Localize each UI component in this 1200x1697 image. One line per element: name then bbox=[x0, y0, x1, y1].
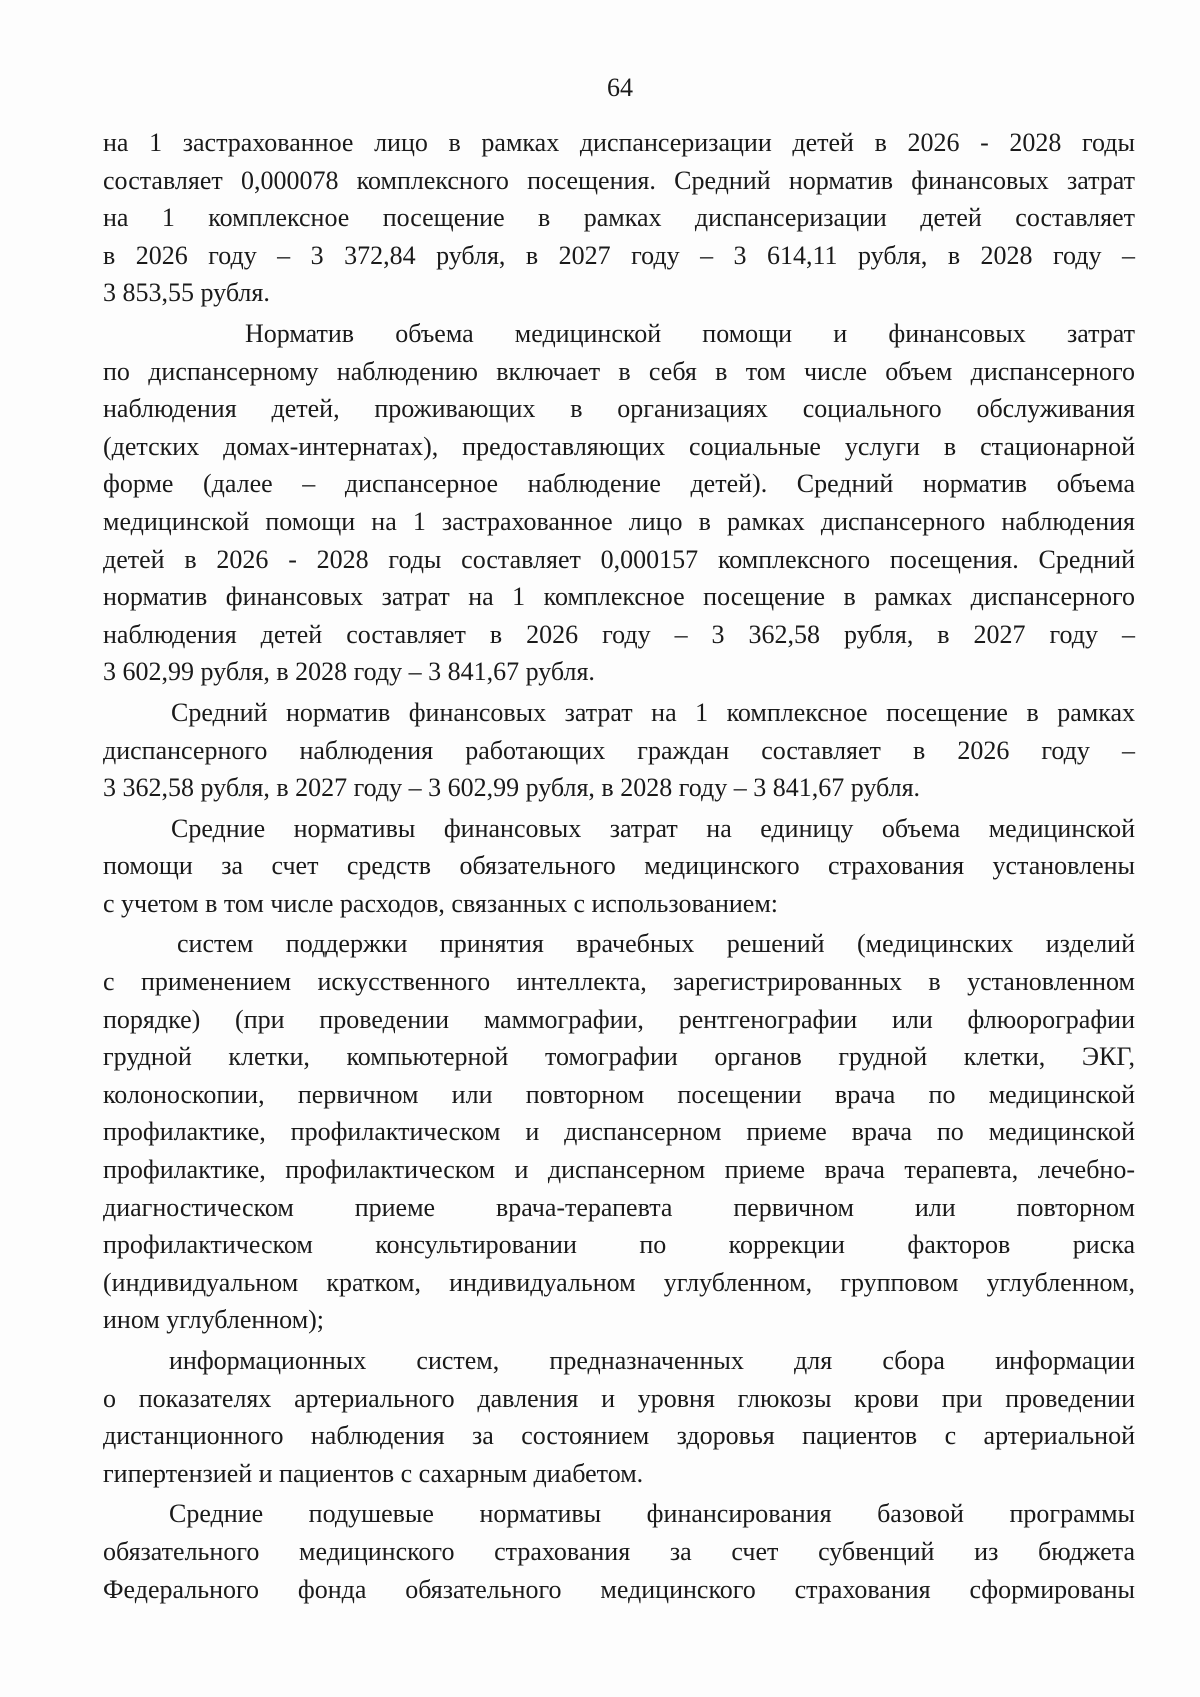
paragraph-2 bbox=[103, 315, 1135, 691]
paragraph-5 bbox=[103, 925, 1135, 1339]
text-line: порядке) (при проведении маммографии, рентгенографии или флюорографии bbox=[103, 1004, 1135, 1034]
text-line: составляет 0,000078 комплексного посещения. Средний норматив финансовых затрат bbox=[103, 165, 1135, 195]
page-number: 64 bbox=[607, 73, 633, 102]
text-line: профилактике, профилактическом и диспансерном приеме врача по медицинской bbox=[103, 1117, 1135, 1147]
text-line: на 1 комплексное посещение в рамках диспансеризации детей составляет bbox=[103, 203, 1135, 233]
text-line: форме (далее – диспансерное наблюдение детей). Средний норматив объема bbox=[103, 469, 1135, 499]
text-line-last: с учетом в том числе расходов, связанных с использованием: bbox=[103, 888, 779, 918]
text-line: о показателях артериального давления и уровня глюкозы крови при проведении bbox=[103, 1383, 1135, 1413]
paragraph-6 bbox=[103, 1342, 1135, 1492]
text-line-last: 3 602,99 рубля, в 2028 году – 3 841,67 рубля. bbox=[103, 657, 595, 687]
text-line-last: 3 853,55 рубля. bbox=[103, 278, 270, 308]
text-line: медицинской помощи на 1 застрахованное лицо в рамках диспансерного наблюдения bbox=[103, 506, 1135, 536]
text-line: дистанционного наблюдения за состоянием здоровья пациентов с артериальной bbox=[103, 1421, 1135, 1451]
paragraph-3 bbox=[103, 694, 1135, 807]
text-line: помощи за счет средств обязательного медицинского страхования установлены bbox=[103, 851, 1135, 881]
body-text bbox=[103, 124, 1135, 1608]
text-line: с применением искусственного интеллекта, зарегистрированных в установленном bbox=[103, 967, 1135, 997]
text-line: информационных систем, предназначенных для сбора информации bbox=[169, 1346, 1135, 1375]
text-line: Средние нормативы финансовых затрат на единицу объема медицинской bbox=[171, 813, 1135, 843]
text-line: детей в 2026 - 2028 годы составляет 0,000157 комплексного посещения. Средний bbox=[103, 544, 1135, 574]
text-line: норматив финансовых затрат на 1 комплексное посещение в рамках диспансерного bbox=[103, 582, 1135, 612]
paragraph-7 bbox=[103, 1495, 1135, 1608]
text-line: обязательного медицинского страхования за счет субвенций из бюджета bbox=[103, 1536, 1135, 1566]
text-line: Норматив объема медицинской помощи и финансовых затрат bbox=[245, 318, 1135, 348]
text-line: систем поддержки принятия врачебных решений (медицинских изделий bbox=[177, 929, 1135, 959]
text-line: профилактическом консультировании по коррекции факторов риска bbox=[103, 1230, 1135, 1260]
text-line: наблюдения детей составляет в 2026 году – 3 362,58 рубля, в 2027 году – bbox=[103, 619, 1135, 649]
text-line: Средний норматив финансовых затрат на 1 комплексное посещение в рамках bbox=[171, 697, 1135, 727]
text-line: в 2026 году – 3 372,84 рубля, в 2027 году – 3 614,11 рубля, в 2028 году – bbox=[103, 240, 1135, 270]
text-line: Средние подушевые нормативы финансирования базовой программы bbox=[169, 1499, 1135, 1529]
paragraph-4 bbox=[103, 810, 1135, 923]
text-line: по диспансерному наблюдению включает в себя в том числе объем диспансерного bbox=[103, 356, 1135, 386]
text-line-last: ином углубленном); bbox=[103, 1305, 325, 1335]
text-line: диспансерного наблюдения работающих граждан составляет в 2026 году – bbox=[103, 735, 1135, 765]
text-line: (детских домах-интернатах), предоставляющих социальные услуги в стационарной bbox=[103, 431, 1135, 461]
text-line: грудной клетки, компьютерной томографии органов грудной клетки, ЭКГ, bbox=[103, 1042, 1135, 1072]
text-line: (индивидуальном кратком, индивидуальном углубленном, групповом углубленном, bbox=[103, 1267, 1135, 1297]
text-line: диагностическом приеме врача-терапевта первичном или повторном bbox=[103, 1192, 1135, 1222]
text-line-last: гипертензией и пациентов с сахарным диабетом. bbox=[103, 1458, 644, 1488]
text-line: на 1 застрахованное лицо в рамках диспансеризации детей в 2026 - 2028 годы bbox=[103, 128, 1135, 157]
paragraph-1 bbox=[103, 124, 1135, 312]
text-line: профилактике, профилактическом и диспансерном приеме врача терапевта, лечебно- bbox=[103, 1155, 1135, 1185]
text-line-last: 3 362,58 рубля, в 2027 году – 3 602,99 рубля, в 2028 году – 3 841,67 рубля. bbox=[103, 773, 921, 803]
text-line: наблюдения детей, проживающих в организациях социального обслуживания bbox=[103, 394, 1135, 424]
text-line: колоноскопии, первичном или повторном посещении врача по медицинской bbox=[103, 1079, 1135, 1109]
text-line: Федерального фонда обязательного медицинского страхования сформированы bbox=[103, 1574, 1135, 1604]
